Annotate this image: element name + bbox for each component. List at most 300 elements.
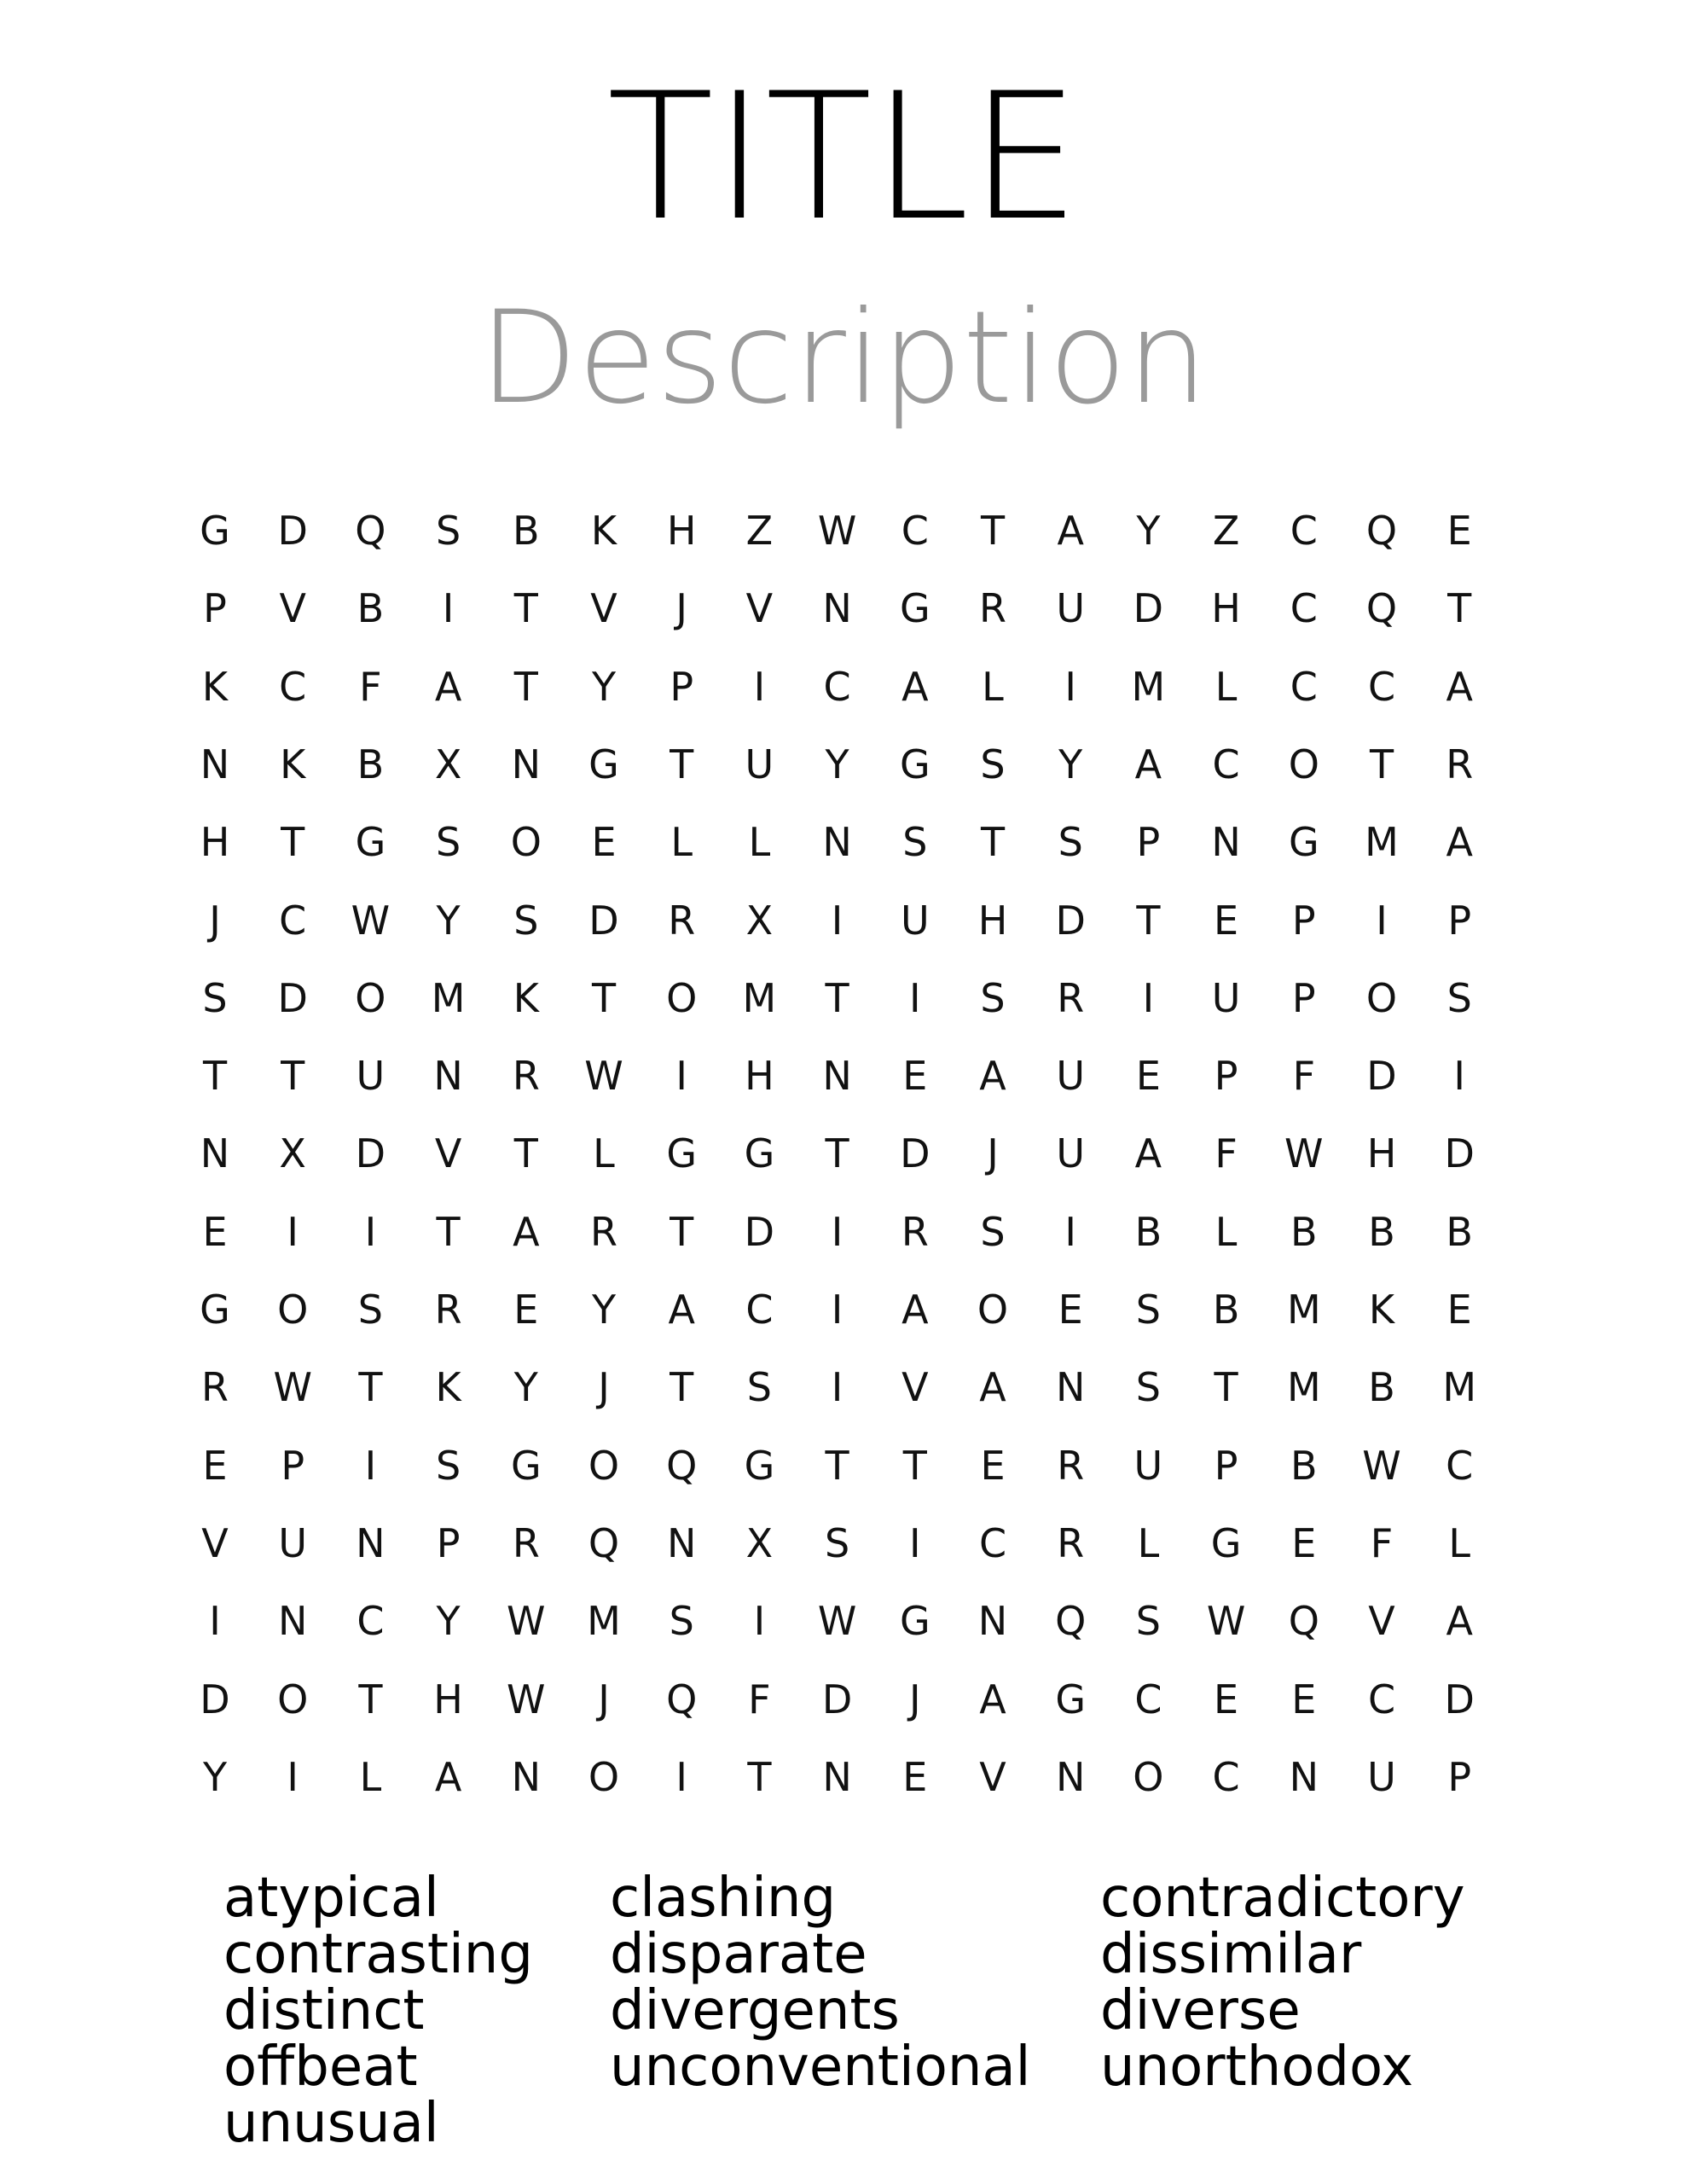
grid-letter: G (899, 585, 930, 632)
grid-letter: D (744, 1208, 775, 1255)
grid-letter: K (590, 508, 617, 554)
grid-letter: V (201, 1519, 229, 1566)
grid-letter: Q (1055, 1598, 1087, 1645)
grid-letter: I (831, 1364, 844, 1411)
grid-letter: I (675, 1753, 687, 1800)
grid-letter: L (982, 663, 1004, 710)
grid-letter: E (1214, 1676, 1239, 1722)
grid-letter: O (1365, 974, 1398, 1021)
grid-letter: B (513, 508, 540, 554)
grid-letter: C (1367, 663, 1396, 710)
grid-letter: Q (666, 1442, 698, 1489)
grid-letter: R (1057, 1519, 1085, 1566)
grid-letter: S (1135, 1287, 1161, 1333)
grid-letter: Q (666, 1676, 698, 1722)
grid-letter: D (1444, 1676, 1475, 1722)
grid-letter: E (202, 1442, 228, 1489)
grid-letter: N (433, 1053, 463, 1100)
grid-letter: G (744, 1442, 775, 1489)
grid-letter: O (1288, 741, 1319, 787)
grid-letter: S (435, 508, 461, 554)
grid-letter: E (1446, 1287, 1472, 1333)
grid-letter: Q (1365, 585, 1398, 632)
grid-letter: S (1135, 1598, 1161, 1645)
grid-letter: M (1286, 1287, 1321, 1333)
grid-letter: O (510, 819, 542, 866)
grid-letter: A (901, 1287, 929, 1333)
grid-letter: N (356, 1519, 386, 1566)
grid-letter: T (825, 1130, 849, 1177)
grid-letter: L (359, 1753, 382, 1800)
grid-letter: S (902, 819, 928, 866)
grid-letter: U (1367, 1753, 1396, 1800)
grid-letter: W (817, 1598, 857, 1645)
grid-letter: H (200, 819, 230, 866)
grid-letter: D (200, 1676, 230, 1722)
grid-letter: S (980, 974, 1006, 1021)
word-list-item: contrasting (223, 1923, 533, 1986)
grid-letter: M (1286, 1364, 1321, 1411)
grid-letter: I (442, 585, 455, 632)
word-list-item: contradictory (1100, 1867, 1465, 1930)
grid-letter: W (273, 1364, 312, 1411)
grid-letter: E (1291, 1676, 1317, 1722)
grid-letter: C (1290, 663, 1318, 710)
grid-letter: C (1134, 1676, 1162, 1722)
grid-letter: K (280, 741, 306, 787)
grid-letter: G (355, 819, 386, 866)
grid-letter: A (1446, 819, 1473, 866)
grid-letter: G (510, 1442, 542, 1489)
grid-letter: O (277, 1287, 309, 1333)
grid-letter: W (507, 1676, 546, 1722)
grid-letter: V (434, 1130, 462, 1177)
grid-letter: T (436, 1208, 461, 1255)
grid-letter: T (1447, 585, 1472, 632)
grid-letter: R (201, 1364, 229, 1411)
grid-letter: T (513, 1130, 538, 1177)
grid-letter: N (277, 1598, 308, 1645)
grid-letter: N (822, 1053, 852, 1100)
word-list-item: disparate (610, 1923, 867, 1986)
grid-letter: W (1284, 1130, 1324, 1177)
grid-letter: E (1291, 1519, 1317, 1566)
grid-letter: J (598, 1676, 610, 1722)
grid-letter: M (587, 1598, 621, 1645)
grid-letter: I (831, 1287, 844, 1333)
grid-letter: C (1212, 1753, 1240, 1800)
grid-letter: S (435, 819, 461, 866)
word-list-item: clashing (610, 1867, 837, 1930)
grid-letter: K (435, 1364, 461, 1411)
grid-letter: I (675, 1053, 687, 1100)
grid-letter: D (821, 1676, 853, 1722)
grid-letter: E (513, 1287, 539, 1333)
grid-letter: A (434, 663, 462, 710)
grid-letter: T (902, 1442, 927, 1489)
grid-letter: R (1057, 974, 1085, 1021)
grid-letter: G (588, 741, 619, 787)
grid-letter: U (356, 1053, 386, 1100)
grid-letter: B (1446, 1208, 1473, 1255)
grid-letter: D (1444, 1130, 1475, 1177)
grid-letter: U (1133, 1442, 1163, 1489)
grid-letter: I (1064, 1208, 1076, 1255)
grid-letter: P (436, 1519, 461, 1566)
grid-letter: N (666, 1519, 697, 1566)
grid-letter: N (977, 1598, 1008, 1645)
grid-letter: A (1446, 663, 1473, 710)
grid-letter: S (357, 1287, 383, 1333)
word-list-item: dissimilar (1100, 1923, 1362, 1986)
grid-letter: N (1055, 1364, 1086, 1411)
grid-letter: B (1290, 1442, 1318, 1489)
grid-letter: P (1214, 1053, 1238, 1100)
grid-letter: A (434, 1753, 462, 1800)
grid-letter: L (1448, 1519, 1470, 1566)
grid-letter: J (909, 1676, 921, 1722)
grid-letter: S (746, 1364, 772, 1411)
grid-letter: T (513, 663, 538, 710)
grid-letter: F (359, 663, 382, 710)
grid-letter: F (748, 1676, 771, 1722)
grid-letter: P (670, 663, 694, 710)
grid-letter: T (358, 1676, 383, 1722)
grid-letter: V (745, 585, 774, 632)
grid-letter: V (279, 585, 306, 632)
grid-letter: H (1366, 1130, 1397, 1177)
grid-letter: Y (1136, 508, 1161, 554)
grid-letter: E (980, 1442, 1006, 1489)
grid-letter: H (433, 1676, 463, 1722)
grid-letter: V (590, 585, 617, 632)
grid-letter: S (435, 1442, 461, 1489)
grid-letter: I (831, 897, 844, 944)
grid-letter: T (202, 1053, 228, 1100)
grid-letter: T (281, 1053, 305, 1100)
grid-letter: J (987, 1130, 999, 1177)
word-list-column-3 (1100, 1867, 1465, 2099)
grid-letter: A (979, 1364, 1006, 1411)
word-list-item: unorthodox (1100, 2036, 1414, 2099)
grid-letter: R (1446, 741, 1474, 787)
grid-letter: A (513, 1208, 540, 1255)
grid-letter: S (1135, 1364, 1161, 1411)
grid-letter: S (669, 1598, 694, 1645)
grid-letter: B (357, 741, 385, 787)
grid-letter: T (670, 1364, 694, 1411)
grid-letter: G (1288, 819, 1319, 866)
grid-letter: E (902, 1053, 928, 1100)
grid-letter: N (822, 819, 852, 866)
grid-letter: L (1215, 1208, 1238, 1255)
grid-letter: T (825, 974, 849, 1021)
grid-letter: I (364, 1442, 377, 1489)
grid-letter: C (279, 897, 307, 944)
grid-letter: J (675, 585, 687, 632)
grid-letter: L (1137, 1519, 1160, 1566)
grid-letter: N (1211, 819, 1241, 866)
grid-letter: E (1446, 508, 1472, 554)
grid-letter: T (980, 819, 1006, 866)
grid-letter: I (1064, 663, 1076, 710)
word-list-item: offbeat (223, 2036, 418, 2099)
grid-letter: N (511, 741, 541, 787)
grid-letter: I (909, 974, 921, 1021)
grid-letter: F (1292, 1053, 1316, 1100)
grid-letter: L (593, 1130, 615, 1177)
grid-letter: R (512, 1053, 540, 1100)
grid-letter: T (980, 508, 1006, 554)
grid-letter: C (901, 508, 929, 554)
grid-letter: S (824, 1519, 850, 1566)
grid-letter: P (281, 1442, 305, 1489)
grid-letter: K (513, 974, 539, 1021)
grid-letter: A (901, 663, 929, 710)
grid-letter: V (979, 1753, 1006, 1800)
grid-letter: U (900, 897, 930, 944)
grid-letter: E (1058, 1287, 1083, 1333)
grid-letter: W (1206, 1598, 1246, 1645)
grid-letter: T (513, 585, 538, 632)
grid-letter: O (588, 1442, 620, 1489)
grid-letter: R (512, 1519, 540, 1566)
grid-letter: O (277, 1676, 309, 1722)
grid-letter: T (281, 819, 305, 866)
grid-letter: B (1368, 1208, 1395, 1255)
grid-letter: Y (1058, 741, 1083, 787)
grid-letter: X (745, 897, 774, 944)
grid-letter: C (1290, 508, 1318, 554)
grid-letter: T (1369, 741, 1394, 787)
word-list-item: unusual (223, 2092, 439, 2155)
page-description: Description (478, 284, 1209, 433)
grid-letter: G (899, 1598, 930, 1645)
grid-letter: I (909, 1519, 921, 1566)
grid-letter: V (1368, 1598, 1395, 1645)
word-list-item: distinct (223, 1979, 425, 2042)
grid-letter: A (1057, 508, 1084, 554)
grid-letter: L (1215, 663, 1238, 710)
grid-letter: Y (591, 663, 617, 710)
grid-letter: Z (1212, 508, 1240, 554)
grid-letter: N (511, 1753, 541, 1800)
grid-letter: C (1367, 1676, 1396, 1722)
grid-letter: M (431, 974, 466, 1021)
word-list-column-1 (223, 1867, 533, 2155)
grid-letter: T (825, 1442, 849, 1489)
grid-letter: I (364, 1208, 377, 1255)
grid-letter: X (279, 1130, 306, 1177)
grid-letter: L (748, 819, 771, 866)
grid-letter: C (1446, 1442, 1474, 1489)
grid-letter: C (745, 1287, 774, 1333)
grid-letter: E (1214, 897, 1239, 944)
grid-letter: N (1289, 1753, 1319, 1800)
grid-letter: U (1211, 974, 1241, 1021)
grid-letter: G (1210, 1519, 1242, 1566)
grid-letter: I (287, 1208, 299, 1255)
grid-letter: K (201, 663, 229, 710)
grid-letter: S (513, 897, 539, 944)
word-list-item: divergents (610, 1979, 900, 2042)
grid-letter: S (1058, 819, 1083, 866)
grid-letter: R (434, 1287, 462, 1333)
grid-letter: R (901, 1208, 929, 1255)
grid-letter: P (1136, 819, 1161, 866)
grid-letter: I (831, 1208, 844, 1255)
grid-letter: C (279, 663, 307, 710)
grid-letter: O (666, 974, 698, 1021)
grid-letter: A (979, 1676, 1006, 1722)
grid-letter: G (744, 1130, 775, 1177)
grid-letter: R (1057, 1442, 1085, 1489)
grid-letter: O (355, 974, 386, 1021)
grid-letter: B (1212, 1287, 1240, 1333)
grid-letter: G (200, 508, 230, 554)
grid-letter: E (591, 819, 617, 866)
grid-letter: C (1290, 585, 1318, 632)
grid-letter: N (200, 1130, 230, 1177)
word-list-item: atypical (223, 1867, 439, 1930)
grid-letter: X (745, 1519, 774, 1566)
grid-letter: A (1134, 741, 1162, 787)
grid-letter: P (1291, 897, 1316, 944)
grid-letter: T (358, 1364, 383, 1411)
grid-letter: P (1291, 974, 1316, 1021)
grid-letter: H (666, 508, 697, 554)
grid-letter: F (1370, 1519, 1394, 1566)
grid-letter: D (900, 1130, 930, 1177)
grid-letter: E (1135, 1053, 1161, 1100)
grid-letter: D (1366, 1053, 1397, 1100)
grid-letter: G (200, 1287, 230, 1333)
grid-letter: U (1056, 1130, 1086, 1177)
grid-letter: I (287, 1753, 299, 1800)
grid-letter: D (588, 897, 619, 944)
grid-letter: Y (436, 1598, 461, 1645)
grid-letter: K (1368, 1287, 1395, 1333)
grid-letter: M (742, 974, 777, 1021)
word-list-item: unconventional (610, 2036, 1031, 2099)
grid-letter: S (980, 741, 1006, 787)
grid-letter: Y (513, 1364, 538, 1411)
grid-letter: I (1453, 1053, 1465, 1100)
grid-letter: Y (202, 1753, 228, 1800)
grid-letter: G (666, 1130, 698, 1177)
grid-letter: U (1056, 585, 1086, 632)
grid-letter: M (1442, 1364, 1477, 1411)
grid-letter: Y (825, 741, 849, 787)
grid-letter: P (1214, 1442, 1238, 1489)
grid-letter: O (1133, 1753, 1164, 1800)
grid-letter: G (1055, 1676, 1087, 1722)
grid-letter: U (278, 1519, 308, 1566)
grid-letter: D (277, 508, 308, 554)
grid-letter: S (980, 1208, 1006, 1255)
grid-letter: T (1214, 1364, 1238, 1411)
grid-letter: D (1133, 585, 1164, 632)
grid-letter: C (978, 1519, 1007, 1566)
grid-letter: J (598, 1364, 610, 1411)
grid-letter: Q (1288, 1598, 1319, 1645)
grid-letter: T (670, 1208, 694, 1255)
grid-letter: S (1446, 974, 1472, 1021)
grid-letter: B (357, 585, 385, 632)
grid-letter: U (745, 741, 774, 787)
grid-letter: A (668, 1287, 695, 1333)
grid-letter: D (355, 1130, 386, 1177)
grid-letter: Q (1365, 508, 1398, 554)
grid-letter: F (1215, 1130, 1238, 1177)
grid-letter: R (979, 585, 1006, 632)
grid-letter: O (977, 1287, 1009, 1333)
grid-letter: T (1136, 897, 1161, 944)
grid-letter: P (1447, 1753, 1472, 1800)
grid-letter: N (200, 741, 230, 787)
grid-letter: N (1055, 1753, 1086, 1800)
grid-letter: I (753, 1598, 766, 1645)
grid-letter: V (901, 1364, 929, 1411)
grid-letter: Q (355, 508, 386, 554)
page-title: TITLE (606, 56, 1081, 259)
grid-letter: M (1131, 663, 1166, 710)
grid-letter: H (1211, 585, 1241, 632)
grid-letter: U (1056, 1053, 1086, 1100)
word-list-item: diverse (1100, 1979, 1301, 2042)
grid-letter: A (979, 1053, 1006, 1100)
grid-letter: G (899, 741, 930, 787)
word-list-column-2 (610, 1867, 1031, 2099)
grid-letter: Y (436, 897, 461, 944)
grid-letter: W (351, 897, 391, 944)
grid-letter: J (209, 897, 221, 944)
grid-letter: T (670, 741, 694, 787)
grid-letter: W (817, 508, 857, 554)
grid-letter: A (1134, 1130, 1162, 1177)
grid-letter: T (747, 1753, 772, 1800)
grid-letter: I (1376, 897, 1388, 944)
grid-letter: O (588, 1753, 620, 1800)
grid-letter: E (202, 1208, 228, 1255)
grid-letter: W (507, 1598, 546, 1645)
grid-letter: X (434, 741, 462, 787)
grid-letter: S (202, 974, 228, 1021)
grid-letter: Z (745, 508, 774, 554)
grid-letter: P (1447, 897, 1472, 944)
grid-letter: H (745, 1053, 774, 1100)
grid-letter: C (357, 1598, 385, 1645)
grid-letter: E (902, 1753, 928, 1800)
grid-letter: H (977, 897, 1008, 944)
grid-letter: T (591, 974, 617, 1021)
grid-letter: R (668, 897, 696, 944)
grid-letter: C (823, 663, 851, 710)
grid-letter: I (1142, 974, 1155, 1021)
grid-letter: N (822, 585, 852, 632)
grid-letter: N (822, 1753, 852, 1800)
grid-letter: R (590, 1208, 617, 1255)
grid-letter: I (209, 1598, 221, 1645)
grid-letter: W (584, 1053, 623, 1100)
grid-letter: D (277, 974, 308, 1021)
grid-letter: M (1365, 819, 1399, 866)
grid-letter: W (1362, 1442, 1401, 1489)
grid-letter: Q (588, 1519, 620, 1566)
grid-letter: P (203, 585, 227, 632)
grid-letter: I (753, 663, 766, 710)
grid-letter: Y (591, 1287, 617, 1333)
